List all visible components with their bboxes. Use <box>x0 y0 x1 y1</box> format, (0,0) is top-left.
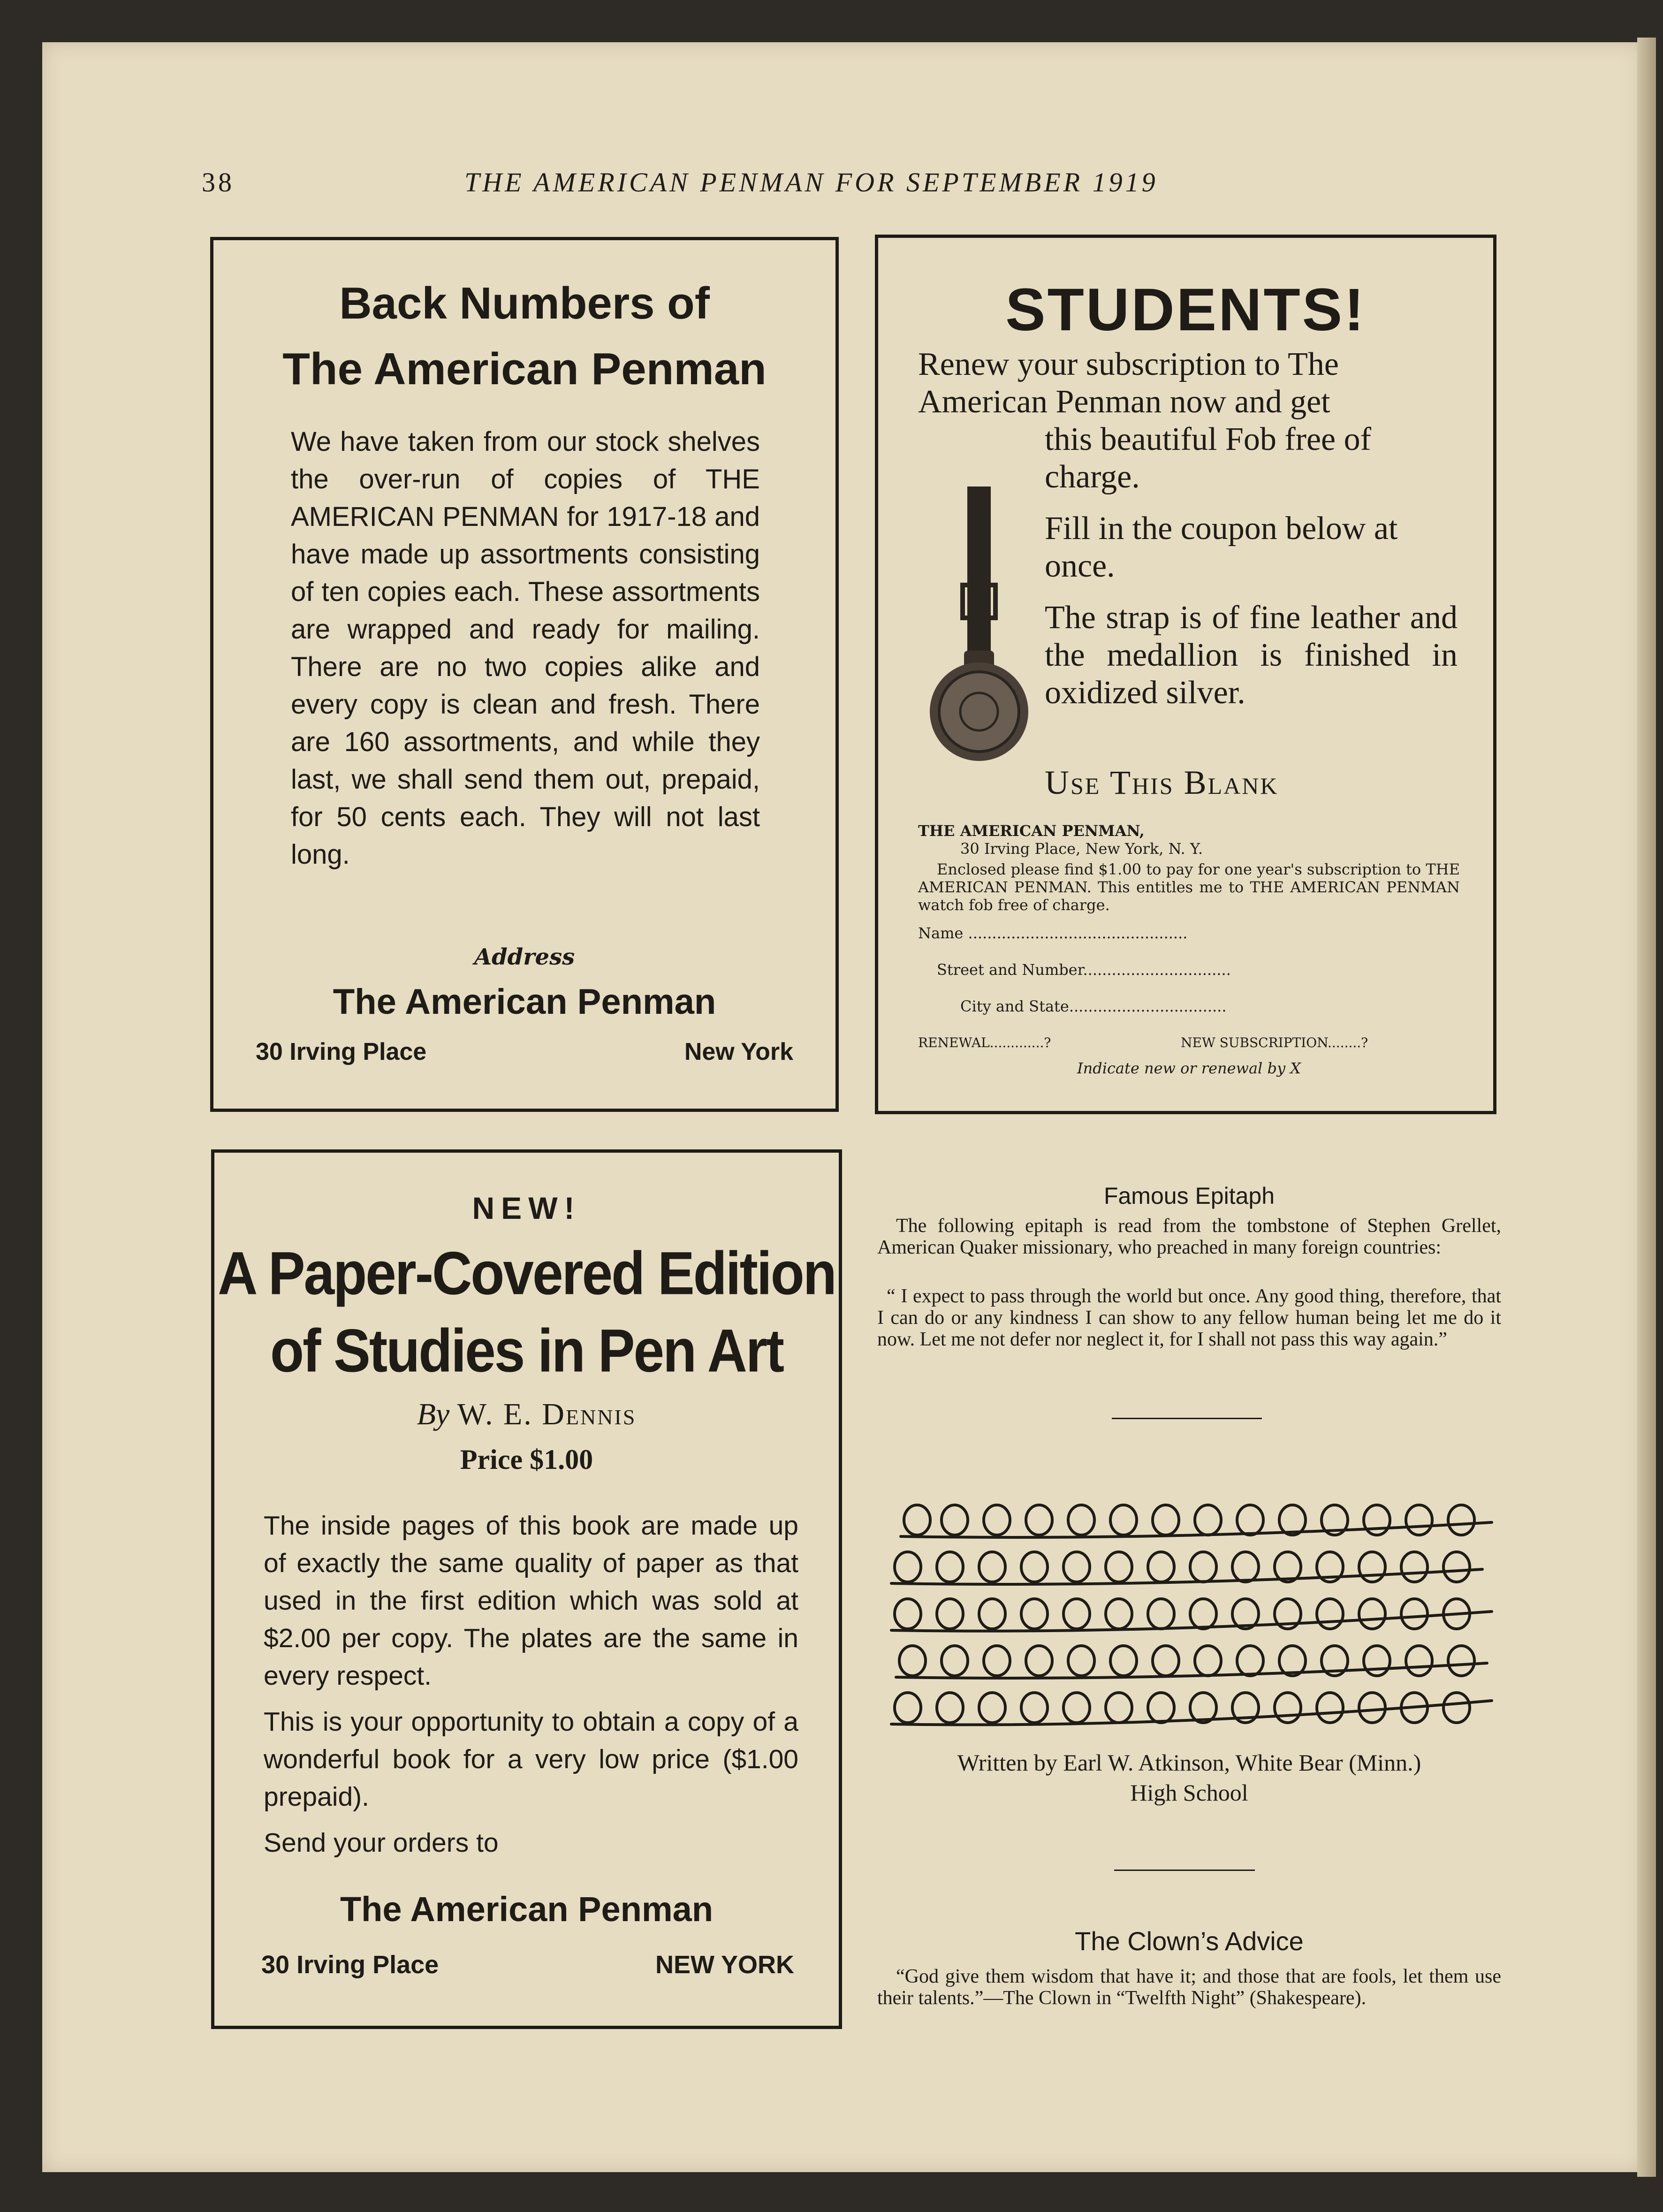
specimen-credit-line2: High School <box>1130 1779 1248 1806</box>
running-title: THE AMERICAN PENMAN FOR SEPTEMBER 1919 <box>464 167 1158 198</box>
back-numbers-ad <box>210 237 839 1112</box>
publisher-name: The American Penman <box>340 1890 714 1929</box>
paper-edition-ad <box>211 1149 842 2029</box>
coupon-to: THE AMERICAN PENMAN, <box>918 822 1145 840</box>
page-number: 38 <box>202 167 235 198</box>
paper-edition-body <box>264 1507 798 1870</box>
coupon-street-field[interactable]: Street and Number............................... <box>937 961 1231 979</box>
students-intro-line1: Renew your subscription to The <box>918 346 1339 382</box>
coupon-name-field[interactable]: Name .............................................. <box>918 924 1188 942</box>
divider <box>1114 1870 1255 1871</box>
publisher-city: NEW YORK <box>655 1951 794 1979</box>
back-numbers-title-1: Back Numbers of <box>339 278 710 328</box>
specimen-credit-line1: Written by Earl W. Atkinson, White Bear (Minn.) <box>957 1749 1421 1776</box>
students-title: STUDENTS! <box>1005 276 1366 343</box>
coupon-city-field[interactable]: City and State................................. <box>960 997 1227 1015</box>
author-name: W. E. Dennis <box>457 1397 637 1431</box>
clown-title: The Clown’s Advice <box>1075 1926 1304 1956</box>
paper-edition-p1: The inside pages of this book are made up of exactly the same quality of paper as that used in the first edition which was sold at $2.00 per copy. The plates are the same in every respect. <box>264 1511 798 1691</box>
paper-edition-title-2: of Studies in Pen Art <box>270 1316 783 1385</box>
subscription-coupon <box>918 822 1460 1077</box>
students-intro <box>918 346 1458 421</box>
publisher-city: New York <box>684 1038 793 1065</box>
running-head <box>202 167 1243 204</box>
epitaph-title: Famous Epitaph <box>1103 1183 1275 1209</box>
coupon-type-row <box>918 1034 1460 1053</box>
epitaph-intro: The following epitaph is read from the tombstone of Stephen Grellet, American Quaker missionary, who preached in many foreign countries: <box>877 1215 1501 1258</box>
divider <box>1112 1418 1262 1419</box>
students-intro-line2: American Penman now and get <box>918 384 1330 420</box>
byline <box>214 1397 839 1432</box>
page-edge <box>1637 38 1656 2177</box>
new-label: NEW! <box>472 1191 581 1225</box>
paper-edition-title <box>214 1235 839 1390</box>
coupon-new-sub-field[interactable]: NEW SUBSCRIPTION........? <box>1181 1035 1368 1050</box>
coupon-text: Enclosed please find $1.00 to pay for one year's subscription to THE AMERICAN PENMAN. This entitles me to THE AMERICAN PENMAN watch fob free of charge. <box>918 860 1460 914</box>
price: Price $1.00 <box>460 1444 593 1475</box>
specimen-credit <box>877 1748 1501 1808</box>
students-strap-desc: The strap is of fine leather and the medallion is finished in oxidized silver. <box>1045 600 1458 711</box>
publisher-street: 30 Irving Place <box>256 1038 427 1065</box>
publisher-name: The American Penman <box>333 982 716 1022</box>
watch-fob-image <box>923 482 1035 773</box>
coupon-address: 30 Irving Place, New York, N. Y. <box>960 840 1203 858</box>
students-fill-coupon: Fill in the coupon below at once. <box>1045 510 1398 584</box>
address-label: Address <box>474 944 575 970</box>
students-intro-cont: this beautiful Fob free of charge. <box>1045 421 1371 495</box>
paper-edition-p2: This is your opportunity to obtain a copy of a wonderful book for a very low price ($1.00 prepaid). <box>264 1707 798 1812</box>
by-label: By <box>417 1397 450 1431</box>
paper-edition-p3: Send your orders to <box>264 1828 499 1858</box>
epitaph-quote: “ I expect to pass through the world but once. Any good thing, therefore, that I can do or any kindness I can show to any fellow human being let me do it now. Let me not defer nor neglect it, for I shall not pass this way again.” <box>877 1285 1501 1350</box>
coupon-renewal-field[interactable]: RENEWAL.............? <box>918 1035 1051 1050</box>
paper-edition-title-1: A Paper-Covered Edition <box>218 1239 835 1308</box>
penmanship-specimen <box>882 1485 1511 1733</box>
back-numbers-body: We have taken from our stock shelves the over-run of copies of THE AMERICAN PENMAN for 1917-18 and have made up assortments consisting of ten copies each. These assortments are wrapped and ready for mailing. There are no two copies alike and every copy is clean and fresh. There are 160 assortments, and while they last, we shall send them out, prepaid, for 50 cents each. They will not last long. <box>291 426 760 870</box>
publisher-street: 30 Irving Place <box>261 1951 439 1979</box>
use-this-blank: Use This Blank <box>1045 764 1279 801</box>
back-numbers-title-2: The American Penman <box>282 344 767 394</box>
clown-quote: “God give them wisdom that have it; and those that are fools, let them use their talents.”—The Clown in “Twelfth Night” (Shakespeare). <box>877 1966 1501 2009</box>
students-ad <box>875 235 1496 1114</box>
coupon-indicate-note: Indicate new or renewal by X <box>1077 1059 1301 1077</box>
